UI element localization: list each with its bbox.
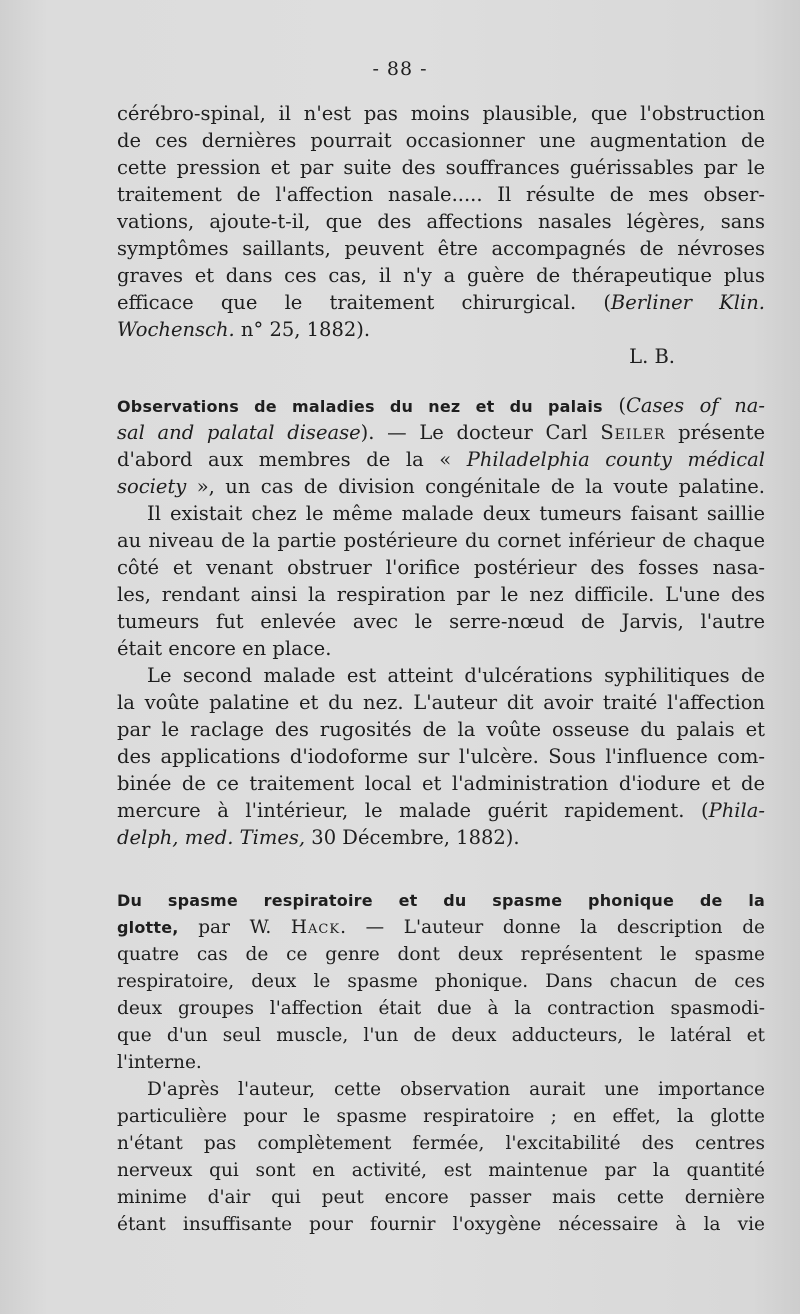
text-line: n'étant pas complètement fermée, l'excitabilité des centres [117, 1133, 765, 1154]
text-line: vations, ajoute-t-il, que des affections nasales légères, sans [117, 210, 765, 233]
text-line: delph, med. Times, 30 Décembre, 1882). [117, 826, 520, 849]
citation-italic: Berliner Klin. [610, 291, 765, 314]
section-title-bold: Observations de maladies du nez et du palais [117, 397, 603, 416]
text-line: sal and palatal disease). — Le docteur Carl Seiler présente [117, 421, 765, 444]
text-line: que d'un seul muscle, l'un de deux adducteurs, le latéral et [117, 1025, 765, 1046]
citation-italic: Wochensch. [117, 318, 235, 341]
text-line: society », un cas de division congénitale de la voute palatine. [117, 475, 765, 498]
text-line: minime d'air qui peut encore passer mais cette dernière [117, 1187, 765, 1208]
text-line: la voûte palatine et du nez. L'auteur dit avoir traité l'affection [117, 691, 765, 714]
text-line: efficace que le traitement chirurgical. (Berliner Klin. [117, 291, 765, 314]
text-line: des applications d'iodoforme sur l'ulcère. Sous l'influence com- [117, 745, 765, 768]
text-line: graves et dans ces cas, il n'y a guère de thérapeutique plus [117, 264, 765, 287]
text-line: d'abord aux membres de la « Philadelphia county médical [117, 448, 765, 471]
author-name: Hack [290, 917, 341, 938]
text-line: l'interne. [117, 1052, 202, 1073]
page-number: - 88 - [372, 58, 428, 80]
text-line: côté et venant obstruer l'orifice postérieur des fosses nasa- [117, 556, 765, 579]
text-line: de ces dernières pourrait occasionner une augmentation de [117, 129, 765, 152]
text-line: étant insuffisante pour fournir l'oxygène nécessaire à la vie [117, 1214, 765, 1235]
text-line: Le second malade est atteint d'ulcérations syphilitiques de [147, 664, 765, 687]
text-line: au niveau de la partie postérieure du cornet inférieur de chaque [117, 529, 765, 552]
text-line: particulière pour le spasme respiratoire ; en effet, la glotte [117, 1106, 765, 1127]
text-line: respiratoire, deux le spasme phonique. Dans chacun de ces [117, 971, 765, 992]
text-line: deux groupes l'affection était due à la contraction spasmodi- [117, 998, 765, 1019]
text-line: tumeurs fut enlevée avec le serre-nœud de Jarvis, l'autre [117, 610, 765, 633]
citation-italic: delph, med. Times, [117, 826, 306, 849]
section-title-bold: Du spasme respiratoire et du spasme phonique de la [117, 891, 765, 910]
text-line: Wochensch. n° 25, 1882). [117, 318, 371, 341]
paragraph-block-1 [117, 100, 765, 370]
text-line: par le raclage des rugosités de la voûte osseuse du palais et [117, 718, 765, 741]
text-line: cérébro-spinal, il n'est pas moins plausible, que l'obstruction [117, 102, 765, 125]
text-line: glotte, par W. Hack. — L'auteur donne la description de [117, 917, 765, 938]
text-line: quatre cas de ce genre dont deux représentent le spasme [117, 944, 765, 965]
text-line: binée de ce traitement local et l'administration d'iodure et de [117, 772, 765, 795]
text-line: les, rendant ainsi la respiration par le nez difficile. L'une des [117, 583, 765, 606]
paragraph-block-3 [117, 887, 765, 1238]
author-name: Seiler [600, 421, 666, 444]
text-line: cette pression et par suite des souffrances guérissables par le [117, 156, 765, 179]
text-line: mercure à l'intérieur, le malade guérit rapidement. (Phila- [117, 799, 765, 822]
section-title: Observations de maladies du nez et du palais (Cases of na- [117, 394, 765, 417]
text-line: nerveux qui sont en activité, est maintenue par la quantité [117, 1160, 765, 1181]
text-line: était encore en place. [117, 637, 332, 660]
text-line: D'après l'auteur, cette observation aurait une importance [147, 1079, 765, 1100]
signature: L. B. [629, 345, 675, 368]
text-line: symptômes saillants, peuvent être accompagnés de névroses [117, 237, 765, 260]
paragraph-block-2 [117, 392, 765, 851]
text-line: traitement de l'affection nasale..... Il résulte de mes obser- [117, 183, 765, 206]
section-title [117, 887, 765, 914]
text-line: Il existait chez le même malade deux tumeurs faisant saillie [147, 502, 765, 525]
